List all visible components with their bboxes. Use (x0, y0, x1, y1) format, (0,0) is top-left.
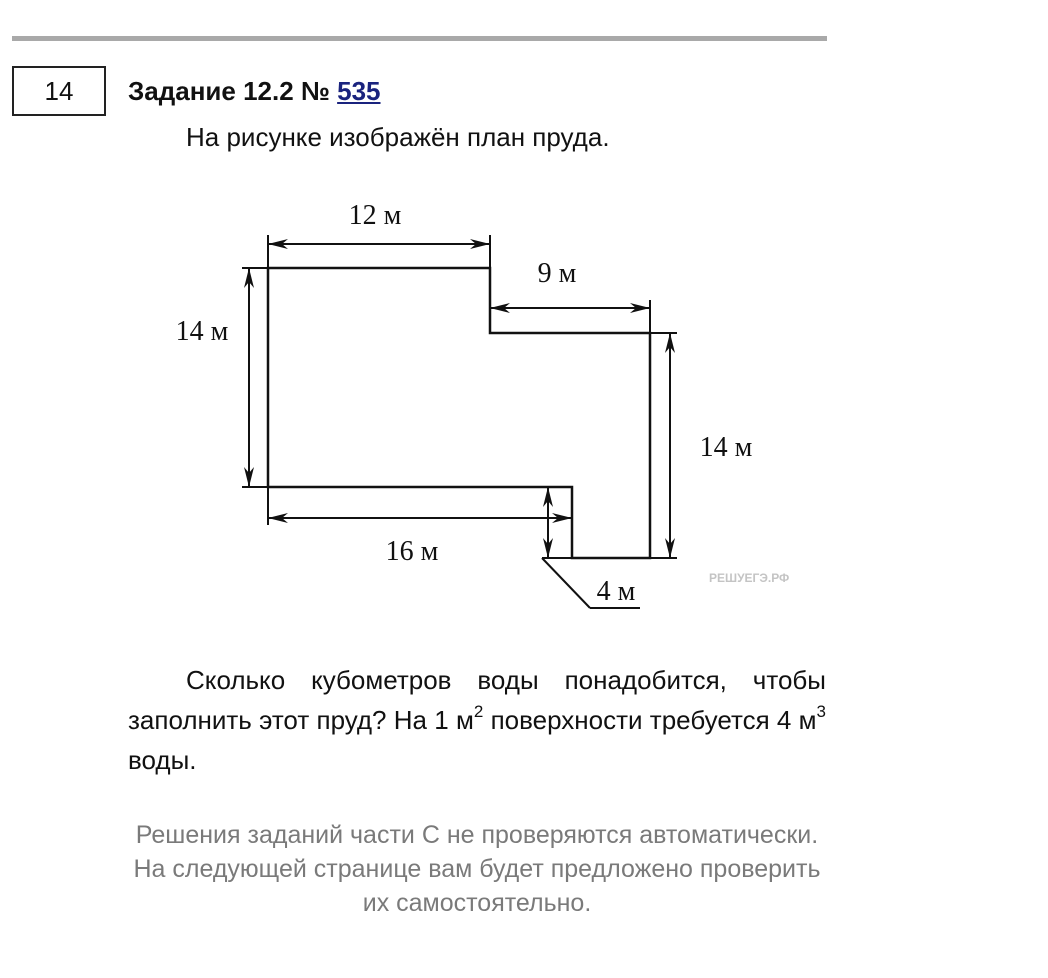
top-divider (12, 36, 827, 41)
question-sup-squared: 2 (473, 702, 484, 721)
pond-outline (268, 268, 650, 558)
label-right-height: 14 м (699, 432, 753, 463)
label-top-width: 12 м (348, 200, 402, 231)
task-number-box (12, 66, 106, 116)
grading-note (128, 818, 826, 920)
pond-plan-figure (150, 190, 830, 630)
question-part1: Сколько кубометров воды понадобится, чтобы заполнить этот пруд? На 1 м (128, 665, 826, 735)
task-id-link[interactable]: 535 (337, 76, 381, 106)
task-number: 14 (44, 75, 74, 106)
grading-note-line1: Решения заданий части С не проверяются автоматически. (135, 821, 819, 849)
task-header (128, 76, 381, 107)
label-small-gap: 4 м (596, 576, 636, 607)
question-text (128, 660, 826, 780)
label-left-height: 14 м (175, 316, 229, 347)
label-bottom-width: 16 м (385, 536, 439, 567)
dimension-arrows (249, 244, 670, 558)
grading-note-line2: На следующей странице вам будет предложено проверить их самостоятельно. (133, 855, 821, 917)
question-sup-cubed: 3 (816, 702, 826, 721)
watermark: РЕШУЕГЭ.РФ (709, 571, 790, 585)
task-header-prefix: Задание 12.2 № (128, 76, 338, 106)
task-intro: На рисунке изображён план пруда. (186, 122, 610, 152)
label-step-width: 9 м (537, 258, 577, 289)
extension-lines (242, 235, 677, 608)
question-part2: поверхности требуется 4 м (483, 705, 817, 735)
question-part3: воды. (128, 745, 197, 775)
